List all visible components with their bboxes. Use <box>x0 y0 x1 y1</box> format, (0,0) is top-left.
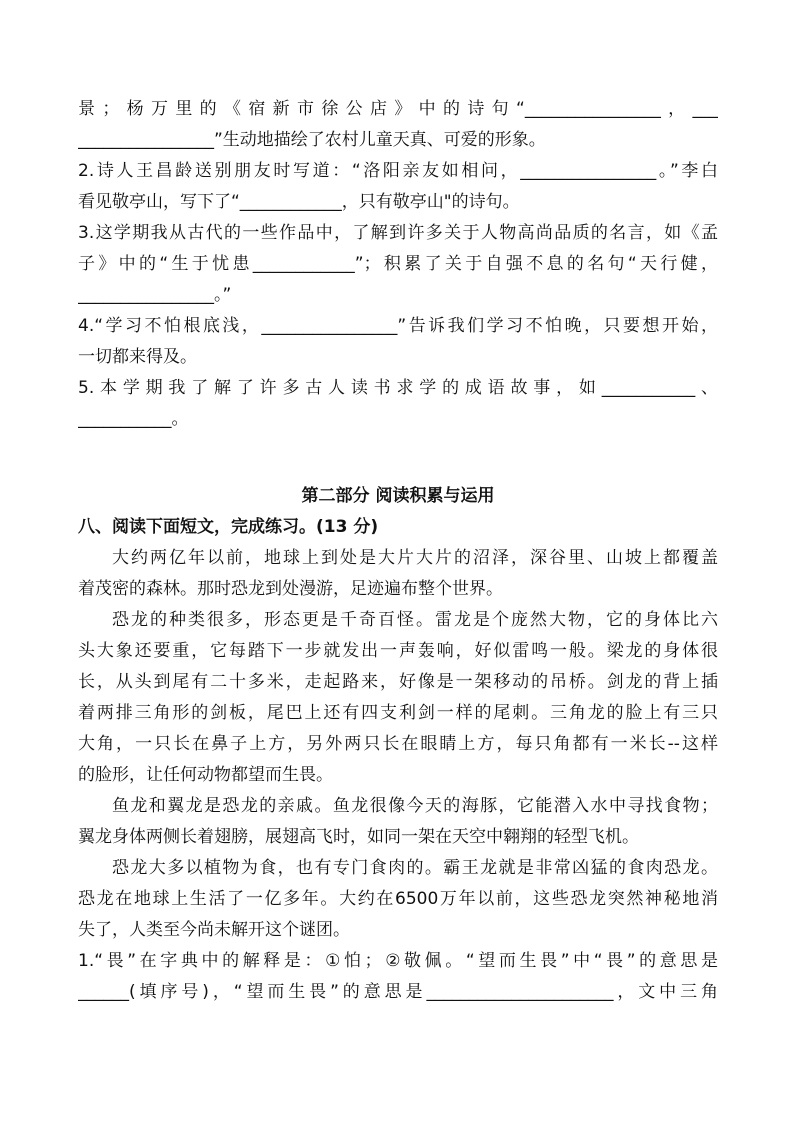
reading-passage <box>78 543 718 946</box>
text-line: 翼龙身体两侧长着翅膀，展翅高飞时，如同一架在天空中翱翔的轻型飞机。 <box>78 827 639 847</box>
text-line: 着茂密的森林。那时恐龙到处漫游，足迹遍布整个世界。 <box>78 579 503 599</box>
paragraph-1 <box>78 543 718 605</box>
text-line: 一切都来得及。 <box>78 347 197 367</box>
text-line: 长，从头到尾有二十多米，走起路来，好像是一架移动的吊桥。剑龙的背上插 <box>78 672 718 692</box>
text-line: 的脸形，让任何动物都望而生畏。 <box>78 765 333 785</box>
part2-title: 第二部分 阅读积累与运用 <box>301 486 495 506</box>
text-line: 景；杨万里的《宿新市徐公店》中的诗句“________________，___ <box>78 99 718 119</box>
question-4-line: 4.“学习不怕根底浅，________________”告诉我们学习不怕晚，只要想开始， <box>78 316 718 336</box>
paragraph-2 <box>78 605 718 791</box>
paragraph-3 <box>78 791 718 853</box>
text-line: 恐龙在地球上生活了一亿多年。大约在6500万年以前，这些恐龙突然神秘地消 <box>78 889 718 909</box>
text-line: ________________。” <box>78 285 232 305</box>
text-line: 看见敬亭山，写下了“____________，只有敬亭山"的诗句。 <box>78 192 520 212</box>
text-line: ______(填序号)，“望而生畏”的意思是______________________，文中三角 <box>78 982 718 1002</box>
text-line: 恐龙大多以植物为食，也有专门食肉的。霸王龙就是非常凶猛的食肉恐龙。 <box>112 858 718 878</box>
question-1 <box>78 946 718 1008</box>
text-line: 恐龙的种类很多，形态更是千奇百怪。雷龙是个庞然大物，它的身体比六 <box>112 610 718 630</box>
text-line: 大约两亿年以前，地球上到处是大片大片的沼泽，深谷里、山坡上都覆盖 <box>112 548 718 568</box>
exam-page <box>78 94 718 1008</box>
text-line: 1.“畏”在字典中的解释是：①怕；②敬佩。“望而生畏”中“畏”的意思是 <box>78 951 718 971</box>
question-3-line: 3.这学期我从古代的一些作品中，了解到许多关于人物高尚品质的名言，如《孟 <box>78 223 718 243</box>
text-line: ________________”生动地描绘了农村儿童天真、可爱的形象。 <box>78 130 546 150</box>
text-line: 鱼龙和翼龙是恐龙的亲戚。鱼龙很像今天的海豚，它能潜入水中寻找食物； <box>112 796 718 816</box>
text-line: 着两排三角形的剑板，尾巴上还有四支利剑一样的尾刺。三角龙的脸上有三只 <box>78 703 718 723</box>
paragraph-4 <box>78 853 718 946</box>
question-2-line: 2.诗人王昌龄送别朋友时写道：“洛阳亲友如相问，________________。”李白 <box>78 161 718 181</box>
text-line: 失了，人类至今尚未解开这个谜团。 <box>78 920 350 940</box>
question-5-line: 5.本学期我了解了许多古人读书求学的成语故事，如___________、 <box>78 378 718 398</box>
text-line: 头大象还要重，它每踏下一步就发出一声轰响，好似雷鸣一般。梁龙的身体很 <box>78 641 718 661</box>
section-heading: 八、阅读下面短文，完成练习。(13 分) <box>78 517 379 537</box>
text-line: 子》中的“生于忧患____________”；积累了关于自强不息的名句“天行健， <box>78 254 718 274</box>
text-line: ___________。 <box>78 409 189 429</box>
part1-fill-in-blanks <box>78 94 718 435</box>
text-line: 大角，一只长在鼻子上方，另外两只长在眼睛上方，每只角都有一米长--这样 <box>78 734 718 754</box>
